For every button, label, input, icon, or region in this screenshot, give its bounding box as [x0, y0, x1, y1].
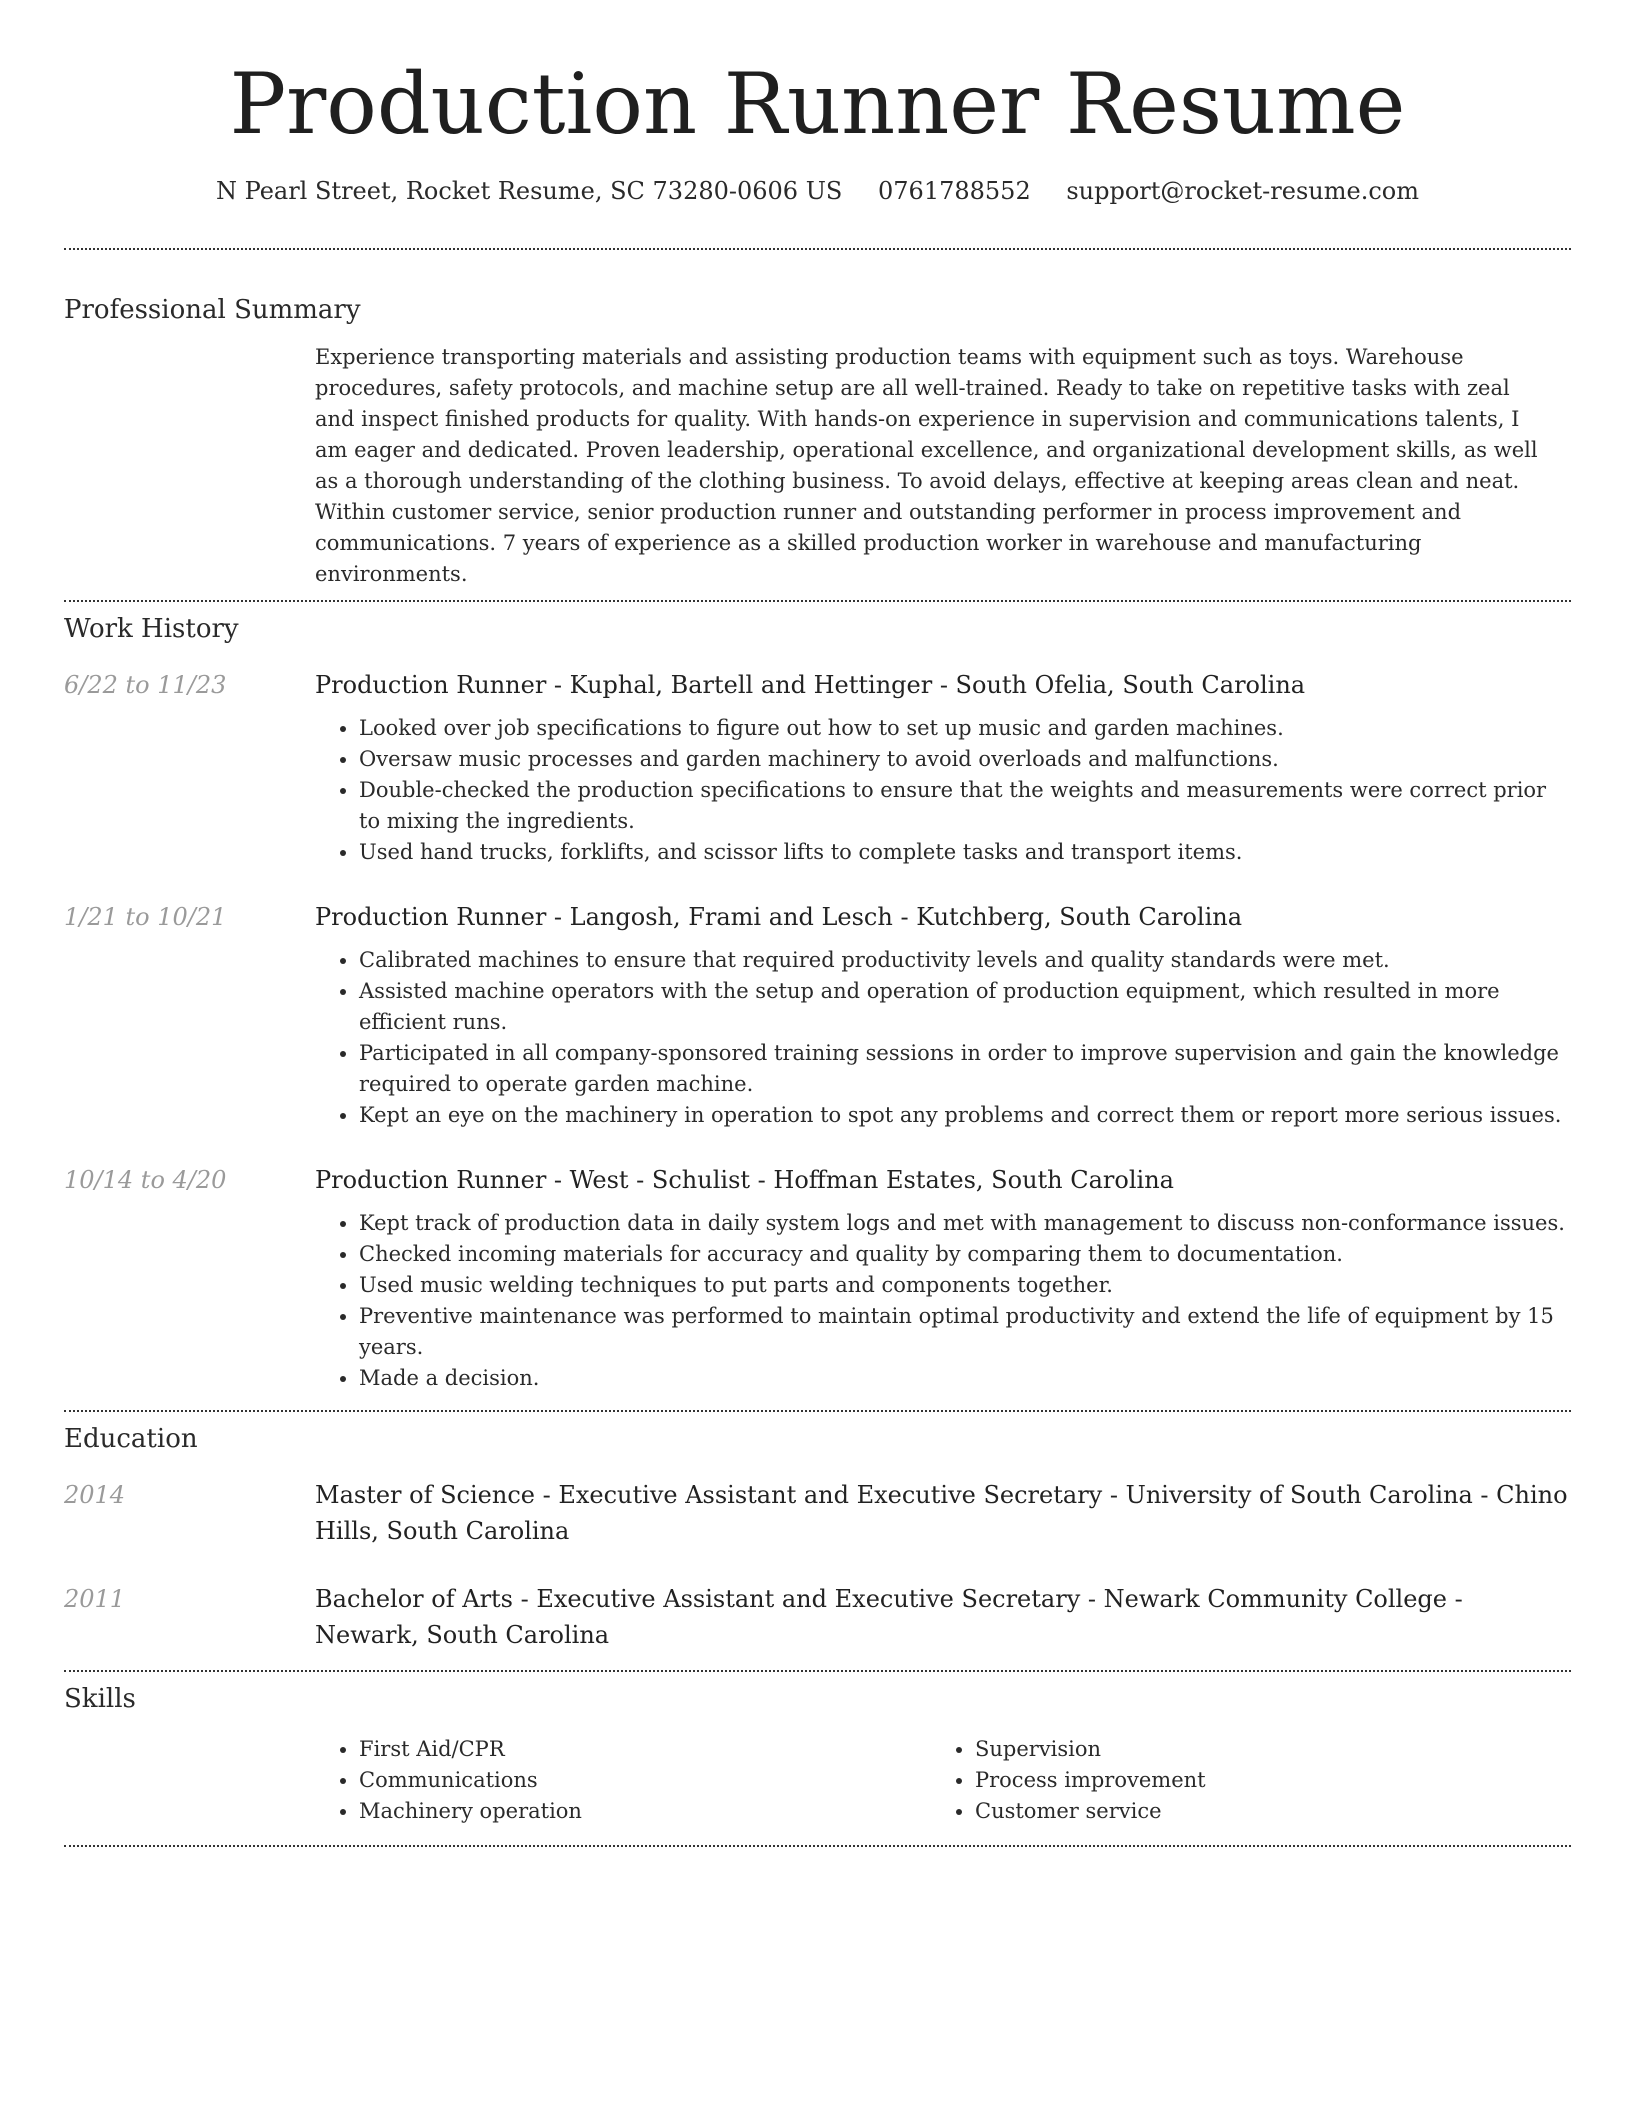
- divider: [64, 248, 1571, 250]
- divider: [64, 600, 1571, 602]
- list-item: • Assisted machine operators with the setup and operation of production equipment, which resulted in more efficient runs.: [359, 976, 1571, 1038]
- education-heading: Bachelor of Arts - Executive Assistant and Executive Secretary - Newark Community College - Newark, South Carolina: [315, 1585, 1463, 1649]
- education-year: 2014: [64, 1481, 126, 1509]
- job-dates: 6/22 to 11/23: [64, 671, 227, 699]
- education-year: 2011: [64, 1585, 126, 1613]
- list-item: • Used music welding techniques to put parts and components together.: [359, 1270, 1571, 1301]
- job-bullets: [315, 713, 1571, 868]
- divider: [64, 1410, 1571, 1412]
- job-entry: [64, 667, 1571, 868]
- job-heading: Production Runner - Langosh, Frami and Lesch - Kutchberg, South Carolina: [315, 903, 1243, 931]
- skill-item: • Supervision: [975, 1734, 1547, 1765]
- summary-text: Experience transporting materials and assisting production teams with equipment such as toys. Warehouse procedures, safety protocols, and machine setup are all well-trained. Ready to take on repetitive tasks with zeal and inspect finished products for quality. With hands-on experience in supervision and communications talents, I am eager and dedicated. Proven leadership, operational excellence, and organizational development skills, as well as a thorough understanding of the clothing business. To avoid delays, effective at keeping areas clean and neat. Within customer service, senior production runner and outstanding performer in process improvement and communications. 7 years of experience as a skilled production worker in warehouse and manufacturing environments.: [315, 345, 1538, 586]
- section-title-summary: Professional Summary: [64, 295, 361, 325]
- list-item: • Kept an eye on the machinery in operation to spot any problems and correct them or report more serious issues.: [359, 1100, 1571, 1131]
- list-item: • Kept track of production data in daily system logs and met with management to discuss non-conformance issues.: [359, 1208, 1571, 1239]
- skills-column-right: [931, 1734, 1547, 1827]
- divider: [64, 1845, 1571, 1847]
- list-item: • Double-checked the production specifications to ensure that the weights and measurements were correct prior to mixing the ingredients.: [359, 775, 1571, 837]
- resume-title: Production Runner Resume: [229, 55, 1406, 153]
- resume-page: [64, 0, 1571, 1847]
- job-heading: Production Runner - West - Schulist - Hoffman Estates, South Carolina: [315, 1166, 1174, 1194]
- contact-line: [64, 174, 1571, 208]
- education-entry: [64, 1581, 1571, 1653]
- skills-list: [315, 1734, 1571, 1827]
- contact-phone: 0761788552: [878, 177, 1031, 205]
- job-bullets: [315, 1208, 1571, 1394]
- education-heading: Master of Science - Executive Assistant and Executive Secretary - University of South Carolina - Chino Hills, South Carolina: [315, 1481, 1568, 1545]
- contact-email[interactable]: support@rocket-resume.com: [1066, 177, 1419, 205]
- skill-item: • Communications: [359, 1765, 931, 1796]
- job-entry: [64, 899, 1571, 1131]
- skills-column-left: [315, 1734, 931, 1827]
- list-item: • Made a decision.: [359, 1363, 1571, 1394]
- divider: [64, 1670, 1571, 1672]
- list-item: • Looked over job specifications to figure out how to set up music and garden machines.: [359, 713, 1571, 744]
- section-title-work-history: Work History: [64, 614, 239, 644]
- job-bullets: [315, 945, 1571, 1131]
- education-entry: [64, 1477, 1571, 1549]
- job-entry: [64, 1162, 1571, 1394]
- section-title-education: Education: [64, 1424, 198, 1454]
- list-item: • Oversaw music processes and garden machinery to avoid overloads and malfunctions.: [359, 744, 1571, 775]
- job-dates: 10/14 to 4/20: [64, 1166, 227, 1194]
- contact-address: N Pearl Street, Rocket Resume, SC 73280-0606 US: [216, 177, 843, 205]
- skill-item: • Machinery operation: [359, 1796, 931, 1827]
- skill-item: • First Aid/CPR: [359, 1734, 931, 1765]
- section-title-skills: Skills: [64, 1684, 136, 1714]
- list-item: • Checked incoming materials for accuracy and quality by comparing them to documentation.: [359, 1239, 1571, 1270]
- list-item: • Preventive maintenance was performed to maintain optimal productivity and extend the life of equipment by 15 years.: [359, 1301, 1571, 1363]
- job-heading: Production Runner - Kuphal, Bartell and Hettinger - South Ofelia, South Carolina: [315, 671, 1306, 699]
- list-item: • Used hand trucks, forklifts, and scissor lifts to complete tasks and transport items.: [359, 837, 1571, 868]
- job-dates: 1/21 to 10/21: [64, 903, 227, 931]
- list-item: • Participated in all company-sponsored training sessions in order to improve supervision and gain the knowledge required to operate garden machine.: [359, 1038, 1571, 1100]
- skill-item: • Customer service: [975, 1796, 1547, 1827]
- list-item: • Calibrated machines to ensure that required productivity levels and quality standards were met.: [359, 945, 1571, 976]
- skill-item: • Process improvement: [975, 1765, 1547, 1796]
